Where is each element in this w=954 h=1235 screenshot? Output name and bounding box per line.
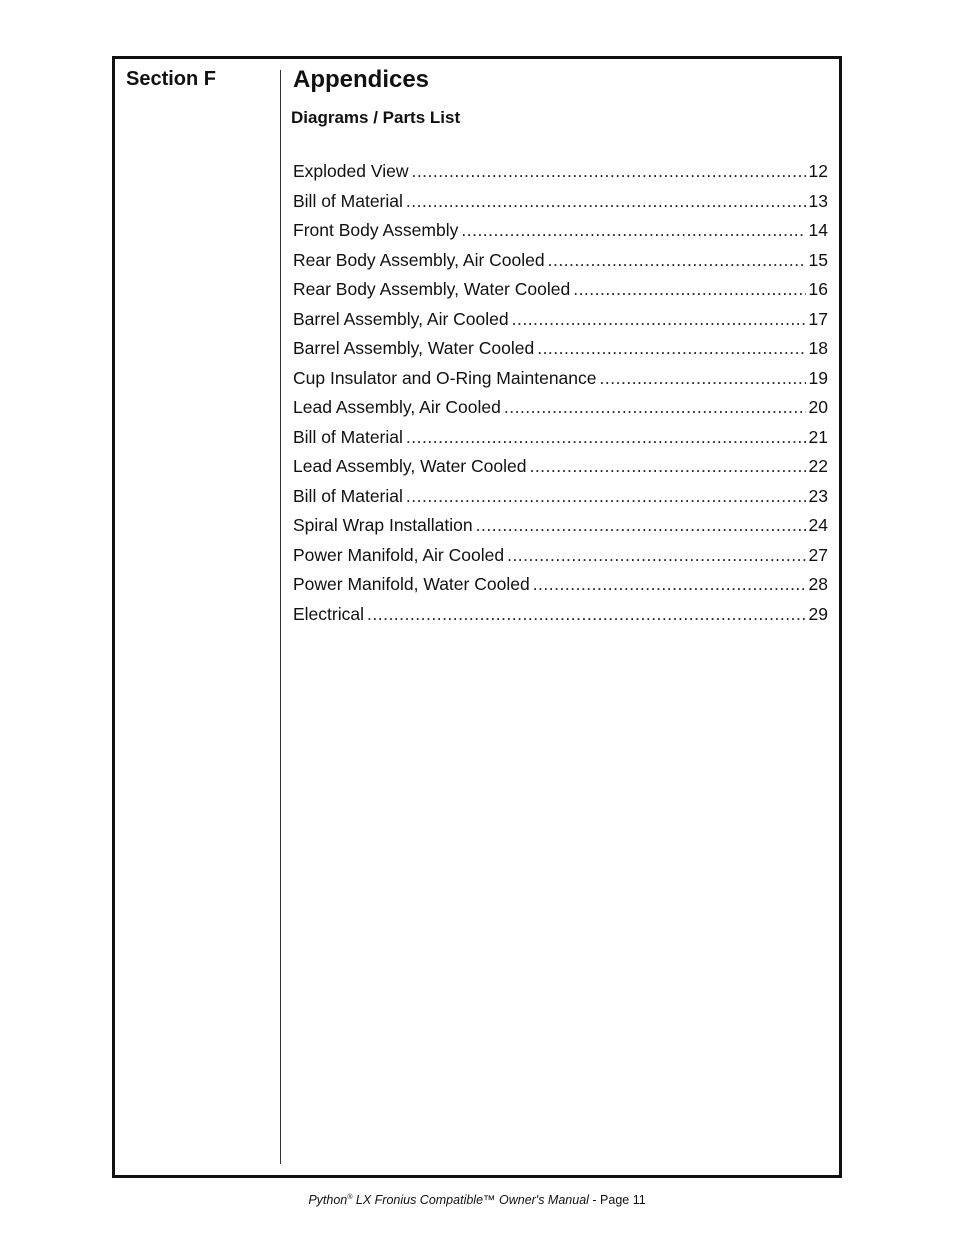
toc-entry[interactable] xyxy=(293,541,828,571)
page-title: Appendices xyxy=(293,66,430,93)
section-label: Section F xyxy=(126,68,217,90)
toc-entry-title: Lead Assembly, Air Cooled xyxy=(293,397,501,417)
toc-entry[interactable] xyxy=(293,393,828,423)
footer-manual-title: LX Fronius Compatible™ Owner's Manual xyxy=(352,1193,589,1208)
toc-entry[interactable] xyxy=(293,216,828,246)
toc-dot-leader xyxy=(406,482,806,512)
toc-entry[interactable] xyxy=(293,305,828,335)
toc-entry-title: Barrel Assembly, Water Cooled xyxy=(293,338,535,358)
toc-dot-leader xyxy=(367,600,806,630)
toc-entry[interactable] xyxy=(293,452,828,482)
toc-entry-page-number: 19 xyxy=(808,367,828,388)
toc-entry-title: Bill of Material xyxy=(293,426,403,447)
toc-entry-title: Electrical xyxy=(293,603,364,624)
toc-dot-leader xyxy=(406,187,806,217)
toc-entry-page-number: 17 xyxy=(808,308,828,329)
toc-dot-leader xyxy=(533,570,806,600)
toc-entry-title: Bill of Material xyxy=(293,485,403,506)
column-divider xyxy=(280,70,281,1164)
toc-dot-leader xyxy=(600,364,806,394)
toc-entry-page-number: 29 xyxy=(808,603,828,624)
footer-product: Python xyxy=(308,1193,348,1208)
toc-entry-page-number: 21 xyxy=(808,426,828,447)
toc-entry[interactable] xyxy=(293,364,828,394)
toc-entry-title: Exploded View xyxy=(293,161,409,181)
toc-entry-page-number: 18 xyxy=(808,338,828,358)
toc-entry[interactable] xyxy=(293,334,828,364)
toc-entry[interactable] xyxy=(293,187,828,217)
toc-entry-page-number: 28 xyxy=(808,574,828,594)
toc-dot-leader xyxy=(504,393,806,423)
toc-dot-leader xyxy=(476,511,806,541)
toc-dot-leader xyxy=(512,305,806,335)
toc-entry[interactable] xyxy=(293,511,828,541)
toc-dot-leader xyxy=(529,452,805,482)
footer-registered-mark: ® xyxy=(347,1194,353,1201)
toc-entry-title: Power Manifold, Air Cooled xyxy=(293,544,505,565)
toc-entry-title: Cup Insulator and O-Ring Maintenance xyxy=(293,367,597,388)
toc-dot-leader xyxy=(548,246,806,276)
toc-entry-page-number: 27 xyxy=(808,544,828,565)
toc-dot-leader xyxy=(411,157,805,187)
toc-entry-title: Barrel Assembly, Air Cooled xyxy=(293,308,509,329)
toc-dot-leader xyxy=(406,423,806,453)
toc-entry[interactable] xyxy=(293,600,828,630)
toc-dot-leader xyxy=(573,275,805,305)
subtitle: Diagrams / Parts List xyxy=(291,108,461,127)
toc-entry-page-number: 13 xyxy=(808,190,828,211)
toc-entry-page-number: 16 xyxy=(808,279,828,299)
toc-entry[interactable] xyxy=(293,570,828,600)
toc-entry-page-number: 23 xyxy=(808,485,828,506)
toc-entry-page-number: 12 xyxy=(808,161,828,181)
toc-entry[interactable] xyxy=(293,423,828,453)
footer-page-number: - Page 11 xyxy=(588,1193,646,1208)
page-footer xyxy=(0,1189,954,1209)
toc-entry-page-number: 22 xyxy=(808,456,828,476)
toc-entry[interactable] xyxy=(293,482,828,512)
toc-entry-title: Front Body Assembly xyxy=(293,220,459,240)
toc-dot-leader xyxy=(507,541,805,571)
toc-entry-title: Rear Body Assembly, Air Cooled xyxy=(293,249,545,270)
toc-entry[interactable] xyxy=(293,157,828,187)
toc-entry-title: Spiral Wrap Installation xyxy=(293,515,473,535)
toc-entry-title: Lead Assembly, Water Cooled xyxy=(293,456,527,476)
table-of-contents xyxy=(293,157,828,629)
toc-entry[interactable] xyxy=(293,275,828,305)
toc-entry-page-number: 24 xyxy=(808,515,828,535)
toc-entry-page-number: 15 xyxy=(808,249,828,270)
toc-dot-leader xyxy=(537,334,805,364)
toc-entry-page-number: 20 xyxy=(808,397,828,417)
toc-entry[interactable] xyxy=(293,246,828,276)
toc-entry-title: Power Manifold, Water Cooled xyxy=(293,574,530,594)
toc-dot-leader xyxy=(461,216,805,246)
toc-entry-page-number: 14 xyxy=(808,220,828,240)
toc-entry-title: Bill of Material xyxy=(293,190,403,211)
toc-entry-title: Rear Body Assembly, Water Cooled xyxy=(293,279,571,299)
